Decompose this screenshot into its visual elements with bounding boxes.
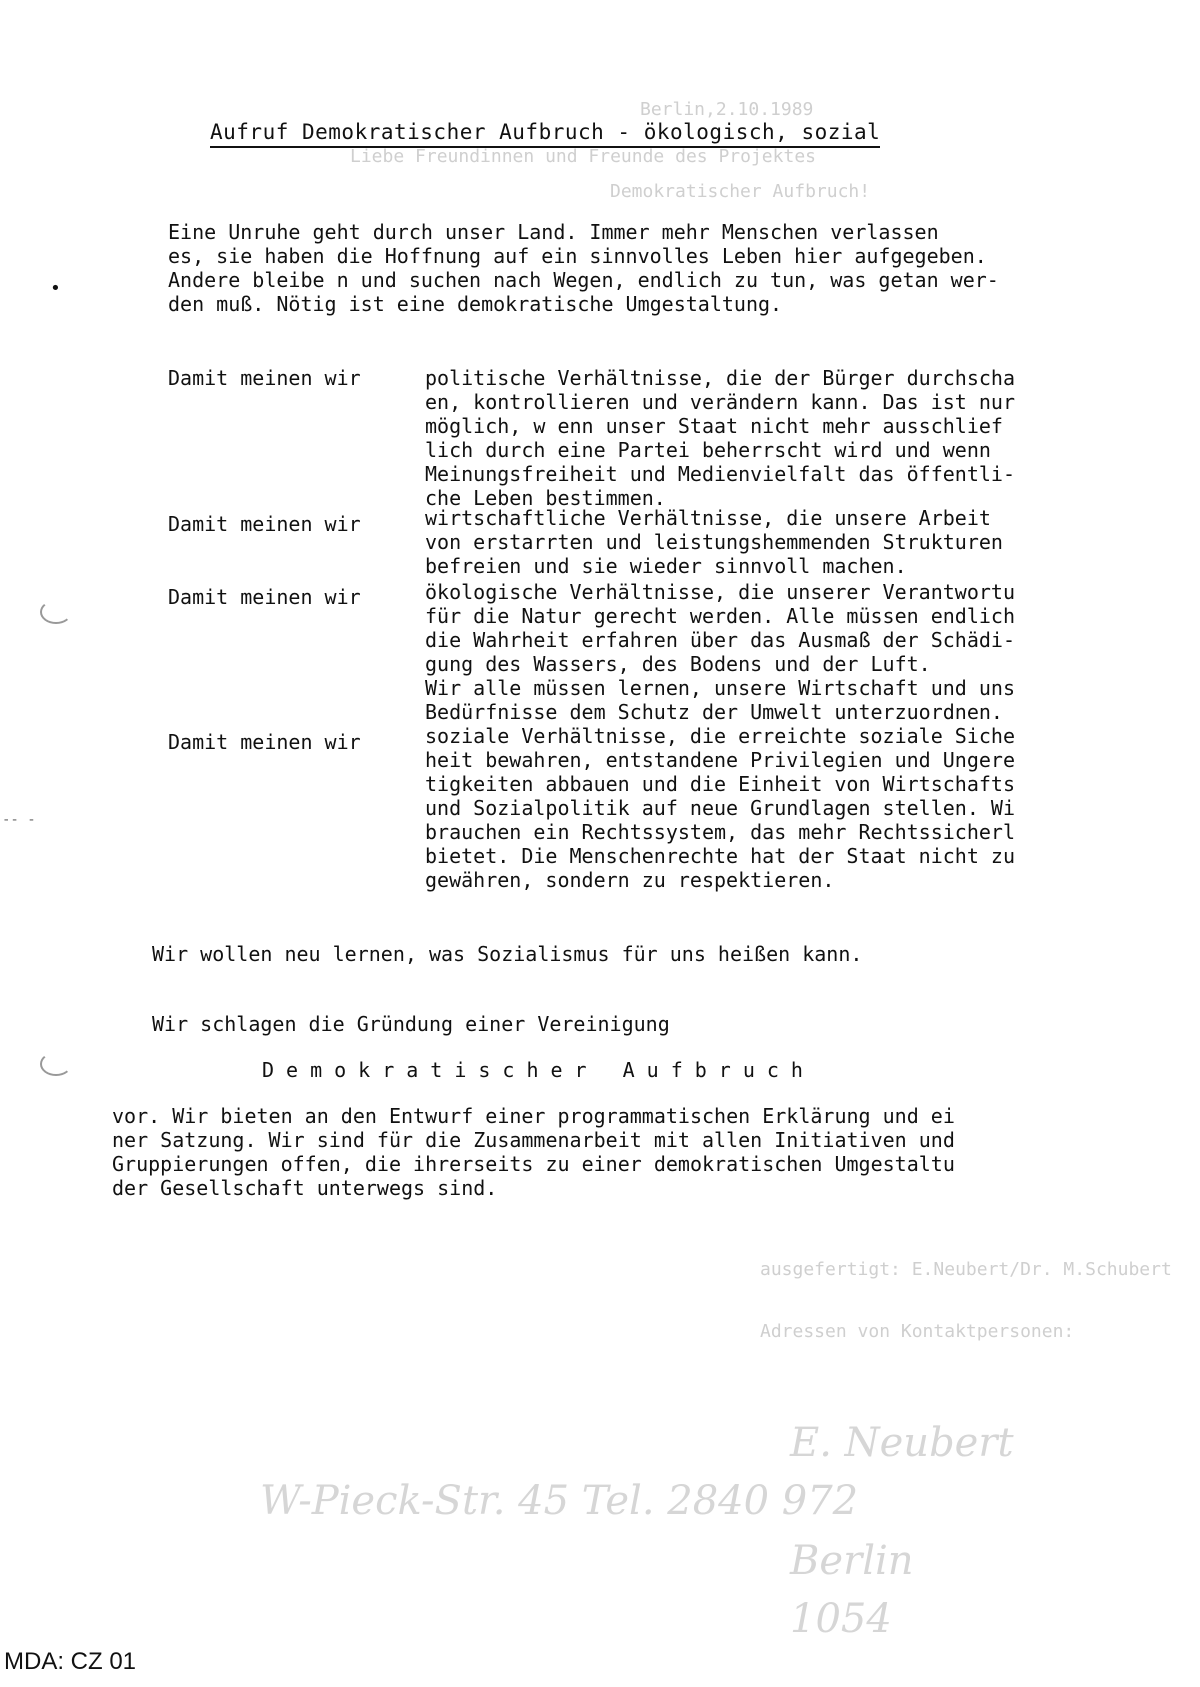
archive-id: MDA: CZ 01	[4, 1648, 137, 1675]
bleed-through-date: Berlin,2.10.1989	[640, 99, 814, 120]
bleed-through-greeting: Liebe Freundinnen und Freunde des Projektes	[350, 146, 816, 167]
handwriting-name: E. Neubert	[790, 1420, 1014, 1466]
handwriting-postcode: 1054	[790, 1596, 892, 1642]
propose-paragraph: Wir schlagen die Gründung einer Vereinigung	[152, 1012, 670, 1036]
intro-paragraph: Eine Unruhe geht durch unser Land. Immer mehr Menschen verlassen es, sie haben die Hoffnung auf ein sinnvolles Leben hier aufgegeben. Andere bleibe n und suchen nach Wegen, endlich zu tun, was getan wer- den muß. Nötig ist eine demokratische Umgestaltung.	[168, 220, 999, 316]
section-text-political: politische Verhältnisse, die der Bürger durchscha en, kontrollieren und verändern kann. Das ist nur möglich, w enn unser Staat nicht mehr ausschlief lich durch eine Partei beherrscht wird und wenn Meinungsfreiheit und Medienvielfalt das öffentli- che Leben bestimmen.	[425, 366, 1016, 510]
margin-dot: •	[50, 278, 61, 299]
section-label-political: Damit meinen wir	[168, 366, 361, 390]
handwriting-address: W-Pieck-Str. 45 Tel. 2840 972	[260, 1478, 859, 1524]
handwriting-city: Berlin	[790, 1538, 914, 1584]
punch-hole-mark	[40, 600, 72, 624]
learn-paragraph: Wir wollen neu lernen, was Sozialismus für uns heißen kann.	[152, 942, 863, 966]
section-label-social: Damit meinen wir	[168, 730, 361, 754]
section-text-economic: wirtschaftliche Verhältnisse, die unsere Arbeit von erstarrten und leistungshemmenden Strukturen befreien und sie wieder sinnvoll machen.	[425, 506, 1003, 578]
punch-hole-mark-2	[40, 1052, 72, 1076]
bleed-through-signed: ausgefertigt: E.Neubert/Dr. M.Schubert	[760, 1259, 1172, 1280]
section-text-ecological: ökologische Verhältnisse, die unserer Verantwortu für die Natur gerecht werden. Alle müssen endlich die Wahrheit erfahren über das Ausmaß der Schädi- gung des Wassers, des Bodens und der Luft. Wir alle müssen lernen, unsere Wirtschaft und uns Bedürfnisse dem Schutz der Umwelt unterzuordnen.	[425, 580, 1016, 724]
bleed-through-greeting2: Demokratischer Aufbruch!	[610, 181, 871, 202]
closing-paragraph: vor. Wir bieten an den Entwurf einer programmatischen Erklärung und ei ner Satzung. Wir sind für die Zusammenarbeit mit allen Initiativen und Gruppierungen offen, die ihrerseits zu einer demokratischen Umgestaltu der Gesellschaft unterwegs sind.	[112, 1104, 955, 1200]
section-label-economic: Damit meinen wir	[168, 512, 361, 536]
document-title: Aufruf Demokratischer Aufbruch - ökologisch, sozial	[210, 120, 880, 148]
margin-dash: -- -	[2, 812, 36, 828]
association-name: Demokratischer Aufbruch	[262, 1058, 815, 1082]
section-text-social: soziale Verhältnisse, die erreichte soziale Siche heit bewahren, entstandene Privilegien und Ungere tigkeiten abbauen und die Einheit von Wirtschafts und Sozialpolitik auf neue Grundlagen stellen. Wi brauchen ein Rechtssystem, das mehr Rechtssicherl bietet. Die Menschenrechte hat der Staat nicht zu gewähren, sondern zu respektieren.	[425, 724, 1016, 892]
section-label-ecological: Damit meinen wir	[168, 585, 361, 609]
bleed-through-address-header: Adressen von Kontaktpersonen:	[760, 1321, 1075, 1342]
